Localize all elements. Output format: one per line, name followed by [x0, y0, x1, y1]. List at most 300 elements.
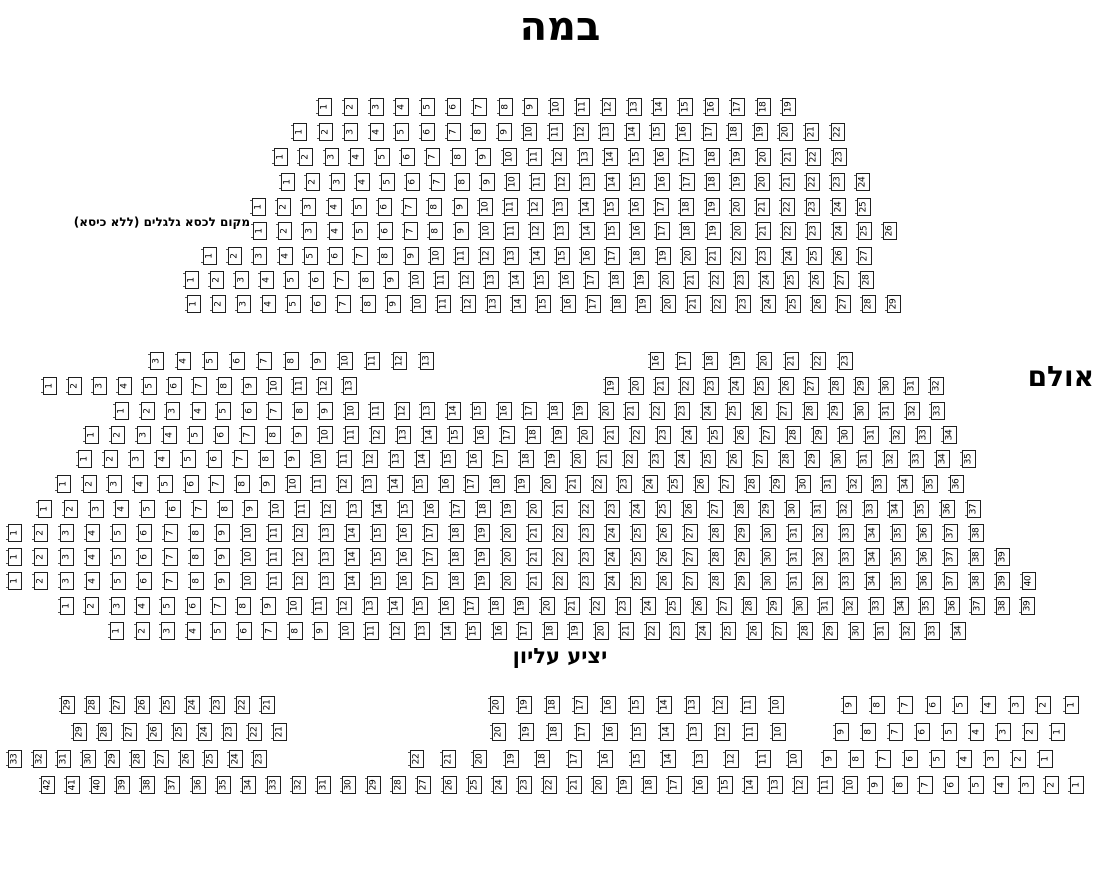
seat-hall-r9-n10[interactable]: [242, 548, 256, 566]
seat-hall-r4-n1[interactable]: [85, 426, 99, 444]
seat-hall-r5-n32[interactable]: [884, 450, 898, 468]
seat-front-r7-n17[interactable]: [606, 247, 620, 265]
seat-balcony-r3-n18[interactable]: [536, 750, 550, 768]
seat-balcony-r1-n9[interactable]: [843, 696, 857, 714]
seat-front-r1-n19[interactable]: [782, 98, 796, 116]
seat-front-r8-n22[interactable]: [710, 271, 724, 289]
seat-balcony-r4-n11[interactable]: [819, 776, 833, 794]
seat-front-r5-n5[interactable]: [353, 198, 367, 216]
seat-balcony-r4-n20[interactable]: [593, 776, 607, 794]
seat-front-r6-n22[interactable]: [782, 222, 796, 240]
seat-hall-r2-n30[interactable]: [880, 377, 894, 395]
seat-hall-r8-n6[interactable]: [138, 524, 152, 542]
seat-hall-r5-n2[interactable]: [104, 450, 118, 468]
seat-balcony-r3-n5[interactable]: [931, 750, 945, 768]
seat-front-r6-n23[interactable]: [807, 222, 821, 240]
seat-hall-r1-n16[interactable]: [650, 352, 664, 370]
seat-hall-r9-n39[interactable]: [996, 548, 1010, 566]
seat-front-r9-n7[interactable]: [337, 295, 351, 313]
seat-hall-r9-n38[interactable]: [970, 548, 984, 566]
seat-hall-r2-n7[interactable]: [193, 377, 207, 395]
seat-hall-r12-n19[interactable]: [569, 622, 583, 640]
seat-front-r3-n16[interactable]: [655, 148, 669, 166]
seat-front-r6-n20[interactable]: [732, 222, 746, 240]
seat-hall-r6-n21[interactable]: [567, 475, 581, 493]
seat-hall-r12-n21[interactable]: [620, 622, 634, 640]
seat-hall-r11-n13[interactable]: [364, 597, 378, 615]
seat-hall-r4-n15[interactable]: [449, 426, 463, 444]
seat-hall-r8-n7[interactable]: [164, 524, 178, 542]
seat-balcony-r4-n12[interactable]: [794, 776, 808, 794]
seat-balcony-r4-n25[interactable]: [468, 776, 482, 794]
seat-hall-r4-n6[interactable]: [215, 426, 229, 444]
seat-hall-r5-n11[interactable]: [338, 450, 352, 468]
seat-hall-r7-n26[interactable]: [683, 500, 697, 518]
seat-hall-r4-n22[interactable]: [631, 426, 645, 444]
seat-hall-r5-n19[interactable]: [546, 450, 560, 468]
seat-hall-r9-n18[interactable]: [450, 548, 464, 566]
seat-hall-r6-n5[interactable]: [159, 475, 173, 493]
seat-hall-r1-n20[interactable]: [758, 352, 772, 370]
seat-front-r5-n18[interactable]: [680, 198, 694, 216]
seat-hall-r12-n10[interactable]: [340, 622, 354, 640]
seat-hall-r5-n14[interactable]: [416, 450, 430, 468]
seat-hall-r10-n6[interactable]: [138, 572, 152, 590]
seat-hall-r7-n23[interactable]: [606, 500, 620, 518]
seat-hall-r2-n19[interactable]: [605, 377, 619, 395]
seat-balcony-r4-n17[interactable]: [668, 776, 682, 794]
seat-balcony-r1-n10[interactable]: [770, 696, 784, 714]
seat-hall-r11-n12[interactable]: [338, 597, 352, 615]
seat-hall-r7-n12[interactable]: [322, 500, 336, 518]
seat-hall-r9-n26[interactable]: [658, 548, 672, 566]
seat-hall-r3-n12[interactable]: [396, 402, 410, 420]
seat-hall-r10-n13[interactable]: [320, 572, 334, 590]
seat-hall-r4-n19[interactable]: [553, 426, 567, 444]
seat-hall-r7-n37[interactable]: [967, 500, 981, 518]
seat-hall-r6-n12[interactable]: [338, 475, 352, 493]
seat-hall-r10-n1[interactable]: [8, 572, 22, 590]
seat-balcony-r4-n8[interactable]: [894, 776, 908, 794]
seat-front-r2-n5[interactable]: [395, 123, 409, 141]
seat-balcony-r4-n3[interactable]: [1020, 776, 1034, 794]
seat-hall-r4-n33[interactable]: [917, 426, 931, 444]
seat-hall-r6-n20[interactable]: [542, 475, 556, 493]
seat-hall-r4-n32[interactable]: [891, 426, 905, 444]
seat-front-r5-n24[interactable]: [832, 198, 846, 216]
seat-front-r1-n4[interactable]: [395, 98, 409, 116]
seat-hall-r2-n28[interactable]: [830, 377, 844, 395]
seat-front-r1-n3[interactable]: [370, 98, 384, 116]
seat-front-r5-n15[interactable]: [605, 198, 619, 216]
seat-front-r5-n8[interactable]: [428, 198, 442, 216]
seat-hall-r6-n9[interactable]: [261, 475, 275, 493]
seat-balcony-r4-n10[interactable]: [844, 776, 858, 794]
seat-hall-r4-n5[interactable]: [189, 426, 203, 444]
seat-hall-r10-n11[interactable]: [268, 572, 282, 590]
seat-balcony-r1-n16[interactable]: [602, 696, 616, 714]
seat-hall-r11-n9[interactable]: [262, 597, 276, 615]
seat-balcony-r3-n28[interactable]: [131, 750, 145, 768]
seat-hall-r11-n29[interactable]: [768, 597, 782, 615]
seat-hall-r2-n20[interactable]: [630, 377, 644, 395]
seat-front-r4-n21[interactable]: [781, 173, 795, 191]
seat-balcony-r2-n2[interactable]: [1024, 723, 1038, 741]
seat-hall-r12-n22[interactable]: [646, 622, 660, 640]
seat-hall-r5-n25[interactable]: [702, 450, 716, 468]
seat-front-r3-n9[interactable]: [477, 148, 491, 166]
seat-balcony-r1-n24[interactable]: [186, 696, 200, 714]
seat-hall-r8-n8[interactable]: [190, 524, 204, 542]
seat-hall-r8-n18[interactable]: [450, 524, 464, 542]
seat-hall-r10-n35[interactable]: [892, 572, 906, 590]
seat-balcony-r4-n28[interactable]: [392, 776, 406, 794]
seat-front-r6-n1[interactable]: [253, 222, 267, 240]
seat-hall-r6-n13[interactable]: [363, 475, 377, 493]
seat-front-r4-n23[interactable]: [831, 173, 845, 191]
seat-hall-r3-n6[interactable]: [243, 402, 257, 420]
seat-hall-r10-n17[interactable]: [424, 572, 438, 590]
seat-hall-r12-n23[interactable]: [671, 622, 685, 640]
seat-hall-r3-n18[interactable]: [549, 402, 563, 420]
seat-front-r8-n28[interactable]: [860, 271, 874, 289]
seat-balcony-r3-n26[interactable]: [180, 750, 194, 768]
seat-hall-r3-n33[interactable]: [931, 402, 945, 420]
seat-front-r6-n19[interactable]: [707, 222, 721, 240]
seat-front-r2-n13[interactable]: [600, 123, 614, 141]
seat-front-r8-n14[interactable]: [510, 271, 524, 289]
seat-balcony-r1-n1[interactable]: [1065, 696, 1079, 714]
seat-hall-r7-n18[interactable]: [477, 500, 491, 518]
seat-hall-r11-n14[interactable]: [389, 597, 403, 615]
seat-hall-r11-n25[interactable]: [667, 597, 681, 615]
seat-front-r3-n13[interactable]: [579, 148, 593, 166]
seat-front-r1-n2[interactable]: [344, 98, 358, 116]
seat-front-r4-n20[interactable]: [756, 173, 770, 191]
seat-front-r6-n9[interactable]: [455, 222, 469, 240]
seat-hall-r11-n30[interactable]: [794, 597, 808, 615]
seat-balcony-r2-n22[interactable]: [248, 723, 262, 741]
seat-hall-r3-n20[interactable]: [600, 402, 614, 420]
seat-front-r9-n2[interactable]: [212, 295, 226, 313]
seat-hall-r8-n14[interactable]: [346, 524, 360, 542]
seat-hall-r1-n5[interactable]: [204, 352, 218, 370]
seat-hall-r2-n4[interactable]: [118, 377, 132, 395]
seat-hall-r8-n17[interactable]: [424, 524, 438, 542]
seat-front-r3-n7[interactable]: [426, 148, 440, 166]
seat-hall-r8-n34[interactable]: [866, 524, 880, 542]
seat-balcony-r3-n33[interactable]: [8, 750, 22, 768]
seat-balcony-r2-n21[interactable]: [273, 723, 287, 741]
seat-hall-r8-n20[interactable]: [502, 524, 516, 542]
seat-hall-r12-n8[interactable]: [289, 622, 303, 640]
seat-front-r5-n21[interactable]: [756, 198, 770, 216]
seat-balcony-r2-n1[interactable]: [1051, 723, 1065, 741]
seat-front-r8-n24[interactable]: [760, 271, 774, 289]
seat-hall-r4-n12[interactable]: [371, 426, 385, 444]
seat-hall-r6-n7[interactable]: [210, 475, 224, 493]
seat-hall-r9-n13[interactable]: [320, 548, 334, 566]
seat-balcony-r4-n1[interactable]: [1070, 776, 1084, 794]
seat-balcony-r1-n6[interactable]: [927, 696, 941, 714]
seat-hall-r11-n24[interactable]: [642, 597, 656, 615]
seat-hall-r12-n6[interactable]: [238, 622, 252, 640]
seat-balcony-r4-n32[interactable]: [292, 776, 306, 794]
seat-hall-r5-n23[interactable]: [650, 450, 664, 468]
seat-hall-r6-n22[interactable]: [593, 475, 607, 493]
seat-hall-r5-n5[interactable]: [182, 450, 196, 468]
seat-front-r9-n5[interactable]: [287, 295, 301, 313]
seat-front-r9-n15[interactable]: [537, 295, 551, 313]
seat-balcony-r3-n6[interactable]: [904, 750, 918, 768]
seat-hall-r5-n30[interactable]: [832, 450, 846, 468]
seat-hall-r9-n23[interactable]: [580, 548, 594, 566]
seat-hall-r9-n31[interactable]: [788, 548, 802, 566]
seat-hall-r9-n5[interactable]: [112, 548, 126, 566]
seat-hall-r11-n37[interactable]: [971, 597, 985, 615]
seat-hall-r10-n4[interactable]: [86, 572, 100, 590]
seat-hall-r7-n3[interactable]: [90, 500, 104, 518]
seat-balcony-r4-n7[interactable]: [919, 776, 933, 794]
seat-front-r8-n12[interactable]: [460, 271, 474, 289]
seat-hall-r6-n25[interactable]: [669, 475, 683, 493]
seat-hall-r7-n34[interactable]: [889, 500, 903, 518]
seat-hall-r3-n3[interactable]: [166, 402, 180, 420]
seat-hall-r5-n29[interactable]: [806, 450, 820, 468]
seat-front-r8-n19[interactable]: [635, 271, 649, 289]
seat-hall-r9-n9[interactable]: [216, 548, 230, 566]
seat-front-r8-n18[interactable]: [610, 271, 624, 289]
seat-hall-r5-n1[interactable]: [78, 450, 92, 468]
seat-front-r5-n3[interactable]: [302, 198, 316, 216]
seat-hall-r12-n28[interactable]: [799, 622, 813, 640]
seat-balcony-r3-n16[interactable]: [599, 750, 613, 768]
seat-hall-r5-n24[interactable]: [676, 450, 690, 468]
seat-front-r2-n10[interactable]: [523, 123, 537, 141]
seat-hall-r11-n22[interactable]: [591, 597, 605, 615]
seat-hall-r6-n15[interactable]: [414, 475, 428, 493]
seat-hall-r12-n20[interactable]: [595, 622, 609, 640]
seat-hall-r4-n8[interactable]: [267, 426, 281, 444]
seat-hall-r9-n32[interactable]: [814, 548, 828, 566]
seat-front-r2-n15[interactable]: [651, 123, 665, 141]
seat-front-r5-n12[interactable]: [529, 198, 543, 216]
seat-hall-r7-n30[interactable]: [786, 500, 800, 518]
seat-balcony-r2-n6[interactable]: [916, 723, 930, 741]
seat-hall-r10-n9[interactable]: [216, 572, 230, 590]
seat-hall-r10-n28[interactable]: [710, 572, 724, 590]
seat-front-r6-n5[interactable]: [354, 222, 368, 240]
seat-hall-r2-n12[interactable]: [318, 377, 332, 395]
seat-hall-r10-n8[interactable]: [190, 572, 204, 590]
seat-hall-r10-n30[interactable]: [762, 572, 776, 590]
seat-hall-r8-n9[interactable]: [216, 524, 230, 542]
seat-balcony-r4-n29[interactable]: [367, 776, 381, 794]
seat-balcony-r4-n27[interactable]: [417, 776, 431, 794]
seat-hall-r8-n38[interactable]: [970, 524, 984, 542]
seat-front-r7-n18[interactable]: [631, 247, 645, 265]
seat-hall-r5-n13[interactable]: [390, 450, 404, 468]
seat-balcony-r3-n4[interactable]: [958, 750, 972, 768]
seat-balcony-r3-n27[interactable]: [155, 750, 169, 768]
seat-hall-r1-n13[interactable]: [420, 352, 434, 370]
seat-front-r5-n23[interactable]: [806, 198, 820, 216]
seat-balcony-r1-n28[interactable]: [86, 696, 100, 714]
seat-hall-r1-n8[interactable]: [285, 352, 299, 370]
seat-hall-r9-n16[interactable]: [398, 548, 412, 566]
seat-front-r6-n11[interactable]: [505, 222, 519, 240]
seat-hall-r3-n5[interactable]: [217, 402, 231, 420]
seat-hall-r5-n35[interactable]: [962, 450, 976, 468]
seat-front-r8-n26[interactable]: [810, 271, 824, 289]
seat-front-r8-n10[interactable]: [410, 271, 424, 289]
seat-balcony-r4-n38[interactable]: [141, 776, 155, 794]
seat-hall-r1-n17[interactable]: [677, 352, 691, 370]
seat-hall-r9-n11[interactable]: [268, 548, 282, 566]
seat-front-r7-n12[interactable]: [480, 247, 494, 265]
seat-hall-r5-n16[interactable]: [468, 450, 482, 468]
seat-hall-r11-n23[interactable]: [617, 597, 631, 615]
seat-front-r6-n3[interactable]: [303, 222, 317, 240]
seat-hall-r6-n2[interactable]: [83, 475, 97, 493]
seat-front-r7-n20[interactable]: [682, 247, 696, 265]
seat-front-r6-n4[interactable]: [329, 222, 343, 240]
seat-hall-r3-n23[interactable]: [676, 402, 690, 420]
seat-hall-r3-n15[interactable]: [472, 402, 486, 420]
seat-front-r1-n12[interactable]: [602, 98, 616, 116]
seat-balcony-r2-n13[interactable]: [688, 723, 702, 741]
seat-hall-r8-n25[interactable]: [632, 524, 646, 542]
seat-balcony-r4-n33[interactable]: [267, 776, 281, 794]
seat-hall-r8-n30[interactable]: [762, 524, 776, 542]
seat-front-r8-n15[interactable]: [535, 271, 549, 289]
seat-hall-r10-n24[interactable]: [606, 572, 620, 590]
seat-hall-r7-n2[interactable]: [64, 500, 78, 518]
seat-front-r9-n29[interactable]: [887, 295, 901, 313]
seat-front-r7-n4[interactable]: [279, 247, 293, 265]
seat-balcony-r4-n31[interactable]: [317, 776, 331, 794]
seat-front-r7-n5[interactable]: [304, 247, 318, 265]
seat-hall-r11-n15[interactable]: [414, 597, 428, 615]
seat-front-r7-n21[interactable]: [707, 247, 721, 265]
seat-hall-r7-n17[interactable]: [451, 500, 465, 518]
seat-balcony-r3-n24[interactable]: [229, 750, 243, 768]
seat-hall-r11-n8[interactable]: [237, 597, 251, 615]
seat-hall-r8-n22[interactable]: [554, 524, 568, 542]
seat-front-r4-n18[interactable]: [706, 173, 720, 191]
seat-hall-r12-n29[interactable]: [824, 622, 838, 640]
seat-front-r1-n18[interactable]: [757, 98, 771, 116]
seat-hall-r8-n10[interactable]: [242, 524, 256, 542]
seat-hall-r10-n22[interactable]: [554, 572, 568, 590]
seat-hall-r9-n14[interactable]: [346, 548, 360, 566]
seat-front-r2-n17[interactable]: [703, 123, 717, 141]
seat-front-r4-n4[interactable]: [356, 173, 370, 191]
seat-balcony-r3-n9[interactable]: [823, 750, 837, 768]
seat-front-r9-n16[interactable]: [562, 295, 576, 313]
seat-hall-r6-n34[interactable]: [899, 475, 913, 493]
seat-front-r3-n1[interactable]: [274, 148, 288, 166]
seat-front-r5-n17[interactable]: [655, 198, 669, 216]
seat-hall-r7-n6[interactable]: [167, 500, 181, 518]
seat-front-r7-n10[interactable]: [430, 247, 444, 265]
seat-front-r6-n17[interactable]: [656, 222, 670, 240]
seat-front-r8-n11[interactable]: [435, 271, 449, 289]
seat-hall-r11-n33[interactable]: [870, 597, 884, 615]
seat-hall-r9-n30[interactable]: [762, 548, 776, 566]
seat-hall-r9-n25[interactable]: [632, 548, 646, 566]
seat-hall-r4-n14[interactable]: [423, 426, 437, 444]
seat-hall-r12-n17[interactable]: [518, 622, 532, 640]
seat-hall-r4-n4[interactable]: [163, 426, 177, 444]
seat-balcony-r3-n21[interactable]: [442, 750, 456, 768]
seat-hall-r2-n11[interactable]: [293, 377, 307, 395]
seat-front-r2-n4[interactable]: [370, 123, 384, 141]
seat-front-r2-n14[interactable]: [626, 123, 640, 141]
seat-hall-r10-n36[interactable]: [918, 572, 932, 590]
seat-hall-r11-n38[interactable]: [996, 597, 1010, 615]
seat-hall-r10-n16[interactable]: [398, 572, 412, 590]
seat-hall-r6-n1[interactable]: [57, 475, 71, 493]
seat-hall-r6-n26[interactable]: [695, 475, 709, 493]
seat-hall-r3-n31[interactable]: [880, 402, 894, 420]
seat-front-r5-n1[interactable]: [252, 198, 266, 216]
seat-front-r9-n18[interactable]: [612, 295, 626, 313]
seat-hall-r12-n16[interactable]: [493, 622, 507, 640]
seat-hall-r5-n28[interactable]: [780, 450, 794, 468]
seat-front-r5-n2[interactable]: [277, 198, 291, 216]
seat-front-r2-n20[interactable]: [779, 123, 793, 141]
seat-hall-r8-n15[interactable]: [372, 524, 386, 542]
seat-hall-r8-n28[interactable]: [710, 524, 724, 542]
seat-hall-r4-n7[interactable]: [241, 426, 255, 444]
seat-balcony-r4-n19[interactable]: [618, 776, 632, 794]
seat-hall-r9-n35[interactable]: [892, 548, 906, 566]
seat-hall-r1-n10[interactable]: [339, 352, 353, 370]
seat-hall-r7-n22[interactable]: [580, 500, 594, 518]
seat-balcony-r1-n25[interactable]: [161, 696, 175, 714]
seat-hall-r5-n9[interactable]: [286, 450, 300, 468]
seat-front-r8-n27[interactable]: [835, 271, 849, 289]
seat-hall-r2-n5[interactable]: [143, 377, 157, 395]
seat-balcony-r4-n36[interactable]: [192, 776, 206, 794]
seat-front-r4-n8[interactable]: [456, 173, 470, 191]
seat-front-r7-n19[interactable]: [657, 247, 671, 265]
seat-hall-r9-n29[interactable]: [736, 548, 750, 566]
seat-balcony-r3-n32[interactable]: [33, 750, 47, 768]
seat-hall-r1-n22[interactable]: [812, 352, 826, 370]
seat-hall-r10-n21[interactable]: [528, 572, 542, 590]
seat-front-r3-n4[interactable]: [350, 148, 364, 166]
seat-hall-r2-n25[interactable]: [755, 377, 769, 395]
seat-hall-r11-n34[interactable]: [895, 597, 909, 615]
seat-hall-r3-n25[interactable]: [727, 402, 741, 420]
seat-hall-r7-n15[interactable]: [399, 500, 413, 518]
seat-balcony-r3-n13[interactable]: [694, 750, 708, 768]
seat-hall-r5-n34[interactable]: [936, 450, 950, 468]
seat-front-r2-n11[interactable]: [549, 123, 563, 141]
seat-front-r3-n14[interactable]: [604, 148, 618, 166]
seat-front-r9-n19[interactable]: [637, 295, 651, 313]
seat-hall-r6-n32[interactable]: [848, 475, 862, 493]
seat-front-r7-n25[interactable]: [808, 247, 822, 265]
seat-front-r3-n23[interactable]: [833, 148, 847, 166]
seat-hall-r4-n16[interactable]: [475, 426, 489, 444]
seat-hall-r8-n36[interactable]: [918, 524, 932, 542]
seat-hall-r12-n27[interactable]: [773, 622, 787, 640]
seat-front-r1-n11[interactable]: [576, 98, 590, 116]
seat-hall-r7-n11[interactable]: [296, 500, 310, 518]
